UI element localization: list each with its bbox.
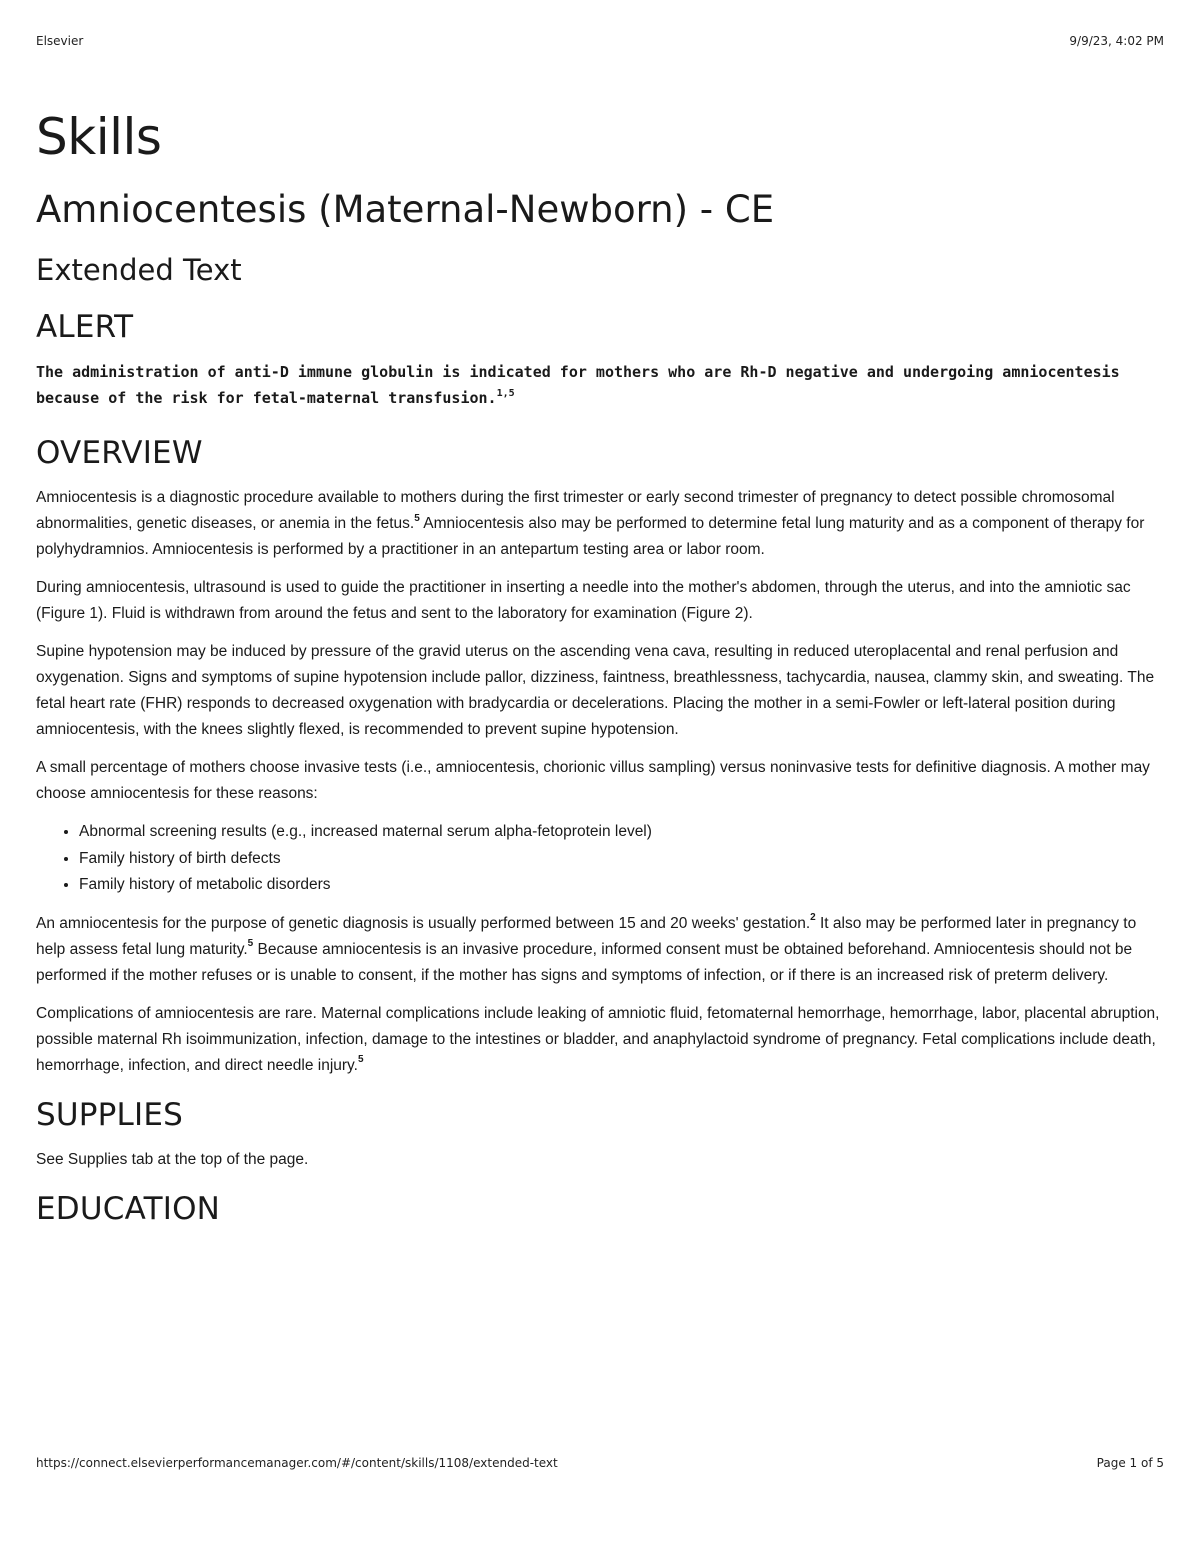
skill-title: Amniocentesis (Maternal-Newborn) - CE bbox=[36, 188, 775, 231]
citation-ref: 2 bbox=[810, 912, 816, 924]
alert-heading: ALERT bbox=[36, 309, 134, 345]
print-footer bbox=[36, 1456, 1164, 1470]
education-heading: EDUCATION bbox=[36, 1190, 221, 1227]
alert-text bbox=[36, 359, 1164, 411]
document-content bbox=[36, 108, 1164, 1241]
list-item: • Family history of metabolic disorders bbox=[79, 872, 1164, 899]
reasons-list bbox=[36, 819, 1164, 899]
overview-paragraph-5 bbox=[36, 911, 1164, 989]
overview-p1-text-a: Amniocentesis is a diagnostic procedure available to mothers during the first trimester or early second trimester of pregnancy to detect possible chromosomal abnormalities, genetic diseases, or anemia in the fetus. bbox=[36, 489, 1115, 532]
extended-text-title: Extended Text bbox=[36, 253, 242, 287]
citation-ref: 5 bbox=[414, 512, 420, 524]
overview-p5-text-b: It also may be performed later in pregnancy to help assess fetal lung maturity. bbox=[36, 914, 1137, 958]
header-source: Elsevier bbox=[36, 34, 84, 48]
header-datetime: 9/9/23, 4:02 PM bbox=[1069, 34, 1164, 48]
supplies-heading: SUPPLIES bbox=[36, 1096, 184, 1133]
overview-p6-text: Complications of amniocentesis are rare. Maternal complications include leaking of amniotic fluid, fetomaternal hemorrhage, hemorrhage, labor, placental abruption, possible maternal Rh isoimmunization, infection, damage to the intestines or bladder, and anaphylactoid syndrome of pregnancy. Fetal complications include death, hemorrhage, infection, and direct needle injury. bbox=[36, 1004, 1160, 1074]
overview-paragraph-2: During amniocentesis, ultrasound is used to guide the practitioner in inserting a needle into the mother's abdomen, through the uterus, and into the amniotic sac (Figure 1). Fluid is withdrawn from around the fetus and sent to the laboratory for examination (Figure 2). bbox=[36, 579, 1131, 622]
alert-body: The administration of anti-D immune globulin is indicated for mothers who are Rh-D negative and undergoing amniocentesis because of the risk for fetal-maternal transfusion. bbox=[36, 363, 1120, 407]
overview-paragraph-4: A small percentage of mothers choose invasive tests (i.e., amniocentesis, chorionic villus sampling) versus noninvasive tests for definitive diagnosis. A mother may choose amniocentesis for these reasons: bbox=[36, 759, 1150, 802]
page-title: Skills bbox=[36, 108, 162, 166]
list-item: • Family history of birth defects bbox=[79, 846, 1164, 873]
citation-ref: 5 bbox=[247, 938, 254, 950]
list-item: • Abnormal screening results (e.g., increased maternal serum alpha-fetoprotein level) bbox=[79, 819, 1164, 846]
footer-page-number: Page 1 of 5 bbox=[1096, 1456, 1164, 1470]
overview-paragraph-3: Supine hypotension may be induced by pressure of the gravid uterus on the ascending vena cava, resulting in reduced uteroplacental and renal perfusion and oxygenation. Signs and symptoms of supine hypotension include pallor, dizziness, faintness, breathlessness, tachycardia, nausea, clammy skin, and sweating. The fetal heart rate (FHR) responds to decreased oxygenation with bradycardia or decelerations. Placing the mother in a semi-Fowler or left-lateral position during amniocentesis, with the knees slightly flexed, is recommended to prevent supine hypotension. bbox=[36, 643, 1155, 738]
supplies-text: See Supplies tab at the top of the page. bbox=[36, 1150, 309, 1168]
overview-paragraph-6 bbox=[36, 1001, 1164, 1079]
citation-ref: 5 bbox=[357, 1054, 364, 1066]
overview-heading: OVERVIEW bbox=[36, 435, 203, 471]
overview-p5-text-c: Because amniocentesis is an invasive procedure, informed consent must be obtained beforehand. Amniocentesis should not be performed if the mother refuses or is unable to consent, if the mother has signs and symptoms of infection, or if there is an increased risk of preterm delivery. bbox=[36, 940, 1133, 984]
overview-p1-text-b: Amniocentesis also may be performed to determine fetal lung maturity and as a component of therapy for polyhydramnios. Amniocentesis is performed by a practitioner in an antepartum testing area or labor room. bbox=[36, 515, 1145, 558]
footer-url[interactable]: https://connect.elsevierperformancemanager.com/#/content/skills/1108/extended-text bbox=[36, 1456, 558, 1470]
print-header bbox=[36, 34, 1164, 48]
overview-p5-text-a: An amniocentesis for the purpose of genetic diagnosis is usually performed between 15 and 20 weeks' gestation. bbox=[36, 914, 811, 932]
overview-paragraph-1 bbox=[36, 485, 1164, 563]
alert-refs: 1,5 bbox=[496, 388, 515, 399]
